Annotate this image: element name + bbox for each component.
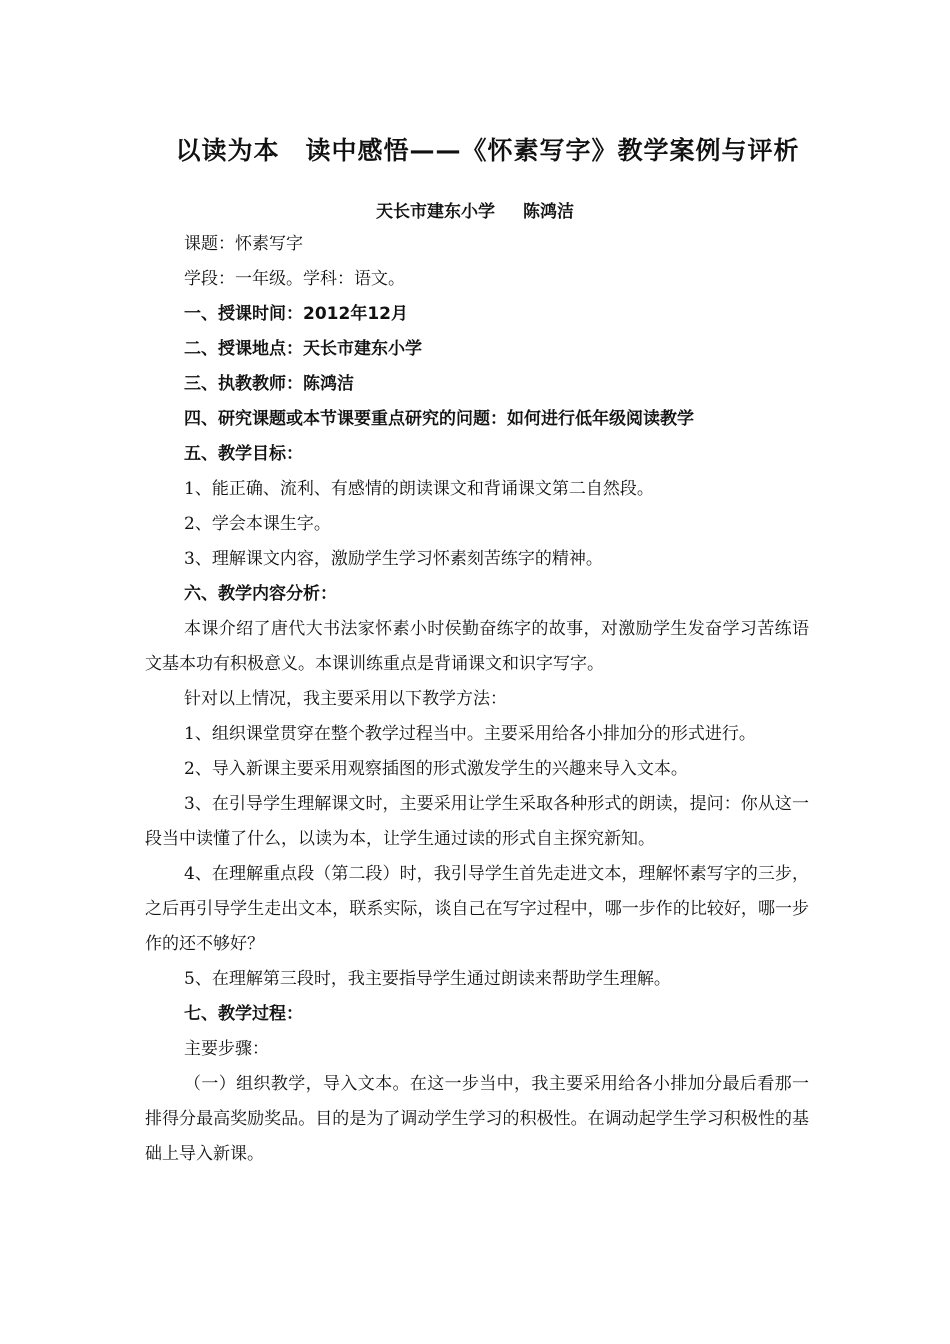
section-heading: 二、授课地点：天长市建东小学: [184, 339, 422, 359]
section-heading: 一、授课时间：2012年12月: [184, 304, 408, 324]
paragraph: （一）组织教学，导入文本。在这一步当中，我主要采用给各小排加分最后看那一排得分最高奖励奖品。目的是为了调动学生学习的积极性。在调动起学生学习积极性的基础上导入新课。: [145, 1074, 809, 1164]
paragraph: 主要步骤：: [184, 1039, 269, 1059]
paragraph: 3、理解课文内容，激励学生学习怀素刻苦练字的精神。: [184, 549, 603, 569]
paragraph: 1、组织课堂贯穿在整个教学过程当中。主要采用给各小排加分的形式进行。: [184, 724, 756, 744]
paragraph: 本课介绍了唐代大书法家怀素小时侯勤奋练字的故事，对激励学生发奋学习苦练语文基本功有积极意义。本课训练重点是背诵课文和识字写字。: [145, 619, 809, 674]
paragraph: 1、能正确、流利、有感情的朗读课文和背诵课文第二自然段。: [184, 479, 654, 499]
paragraph: 2、学会本课生字。: [184, 514, 331, 534]
paragraph: 2、导入新课主要采用观察插图的形式激发学生的兴趣来导入文本。: [184, 759, 688, 779]
paragraph: 4、在理解重点段（第二段）时，我引导学生首先走进文本，理解怀素写字的三步，之后再引导学生走出文本，联系实际，谈自己在写字过程中，哪一步作的比较好，哪一步作的还不够好？: [145, 864, 809, 954]
paragraph: 学段：一年级。学科：语文。: [184, 269, 405, 289]
section-heading: 四、研究课题或本节课要重点研究的问题：如何进行低年级阅读教学: [184, 409, 694, 429]
document-title: 以读为本 读中感悟——《怀素写字》教学案例与评析: [175, 136, 800, 165]
byline: [0, 197, 950, 222]
author-name: 陈鸿洁: [523, 202, 574, 222]
document-body: [145, 227, 809, 1172]
paragraph: 3、在引导学生理解课文时，主要采用让学生采取各种形式的朗读，提问：你从这一段当中读懂了什么，以读为本，让学生通过读的形式自主探究新知。: [145, 794, 809, 849]
paragraph: 课题：怀素写字: [184, 234, 303, 254]
section-heading: 六、教学内容分析：: [184, 584, 337, 604]
school-name: 天长市建东小学: [376, 202, 495, 222]
paragraph: 针对以上情况，我主要采用以下教学方法：: [184, 689, 507, 709]
section-heading: 五、教学目标：: [184, 444, 303, 464]
section-heading: 七、教学过程：: [184, 1004, 303, 1024]
section-heading: 三、执教教师：陈鸿洁: [184, 374, 354, 394]
paragraph: 5、在理解第三段时，我主要指导学生通过朗读来帮助学生理解。: [184, 969, 671, 989]
